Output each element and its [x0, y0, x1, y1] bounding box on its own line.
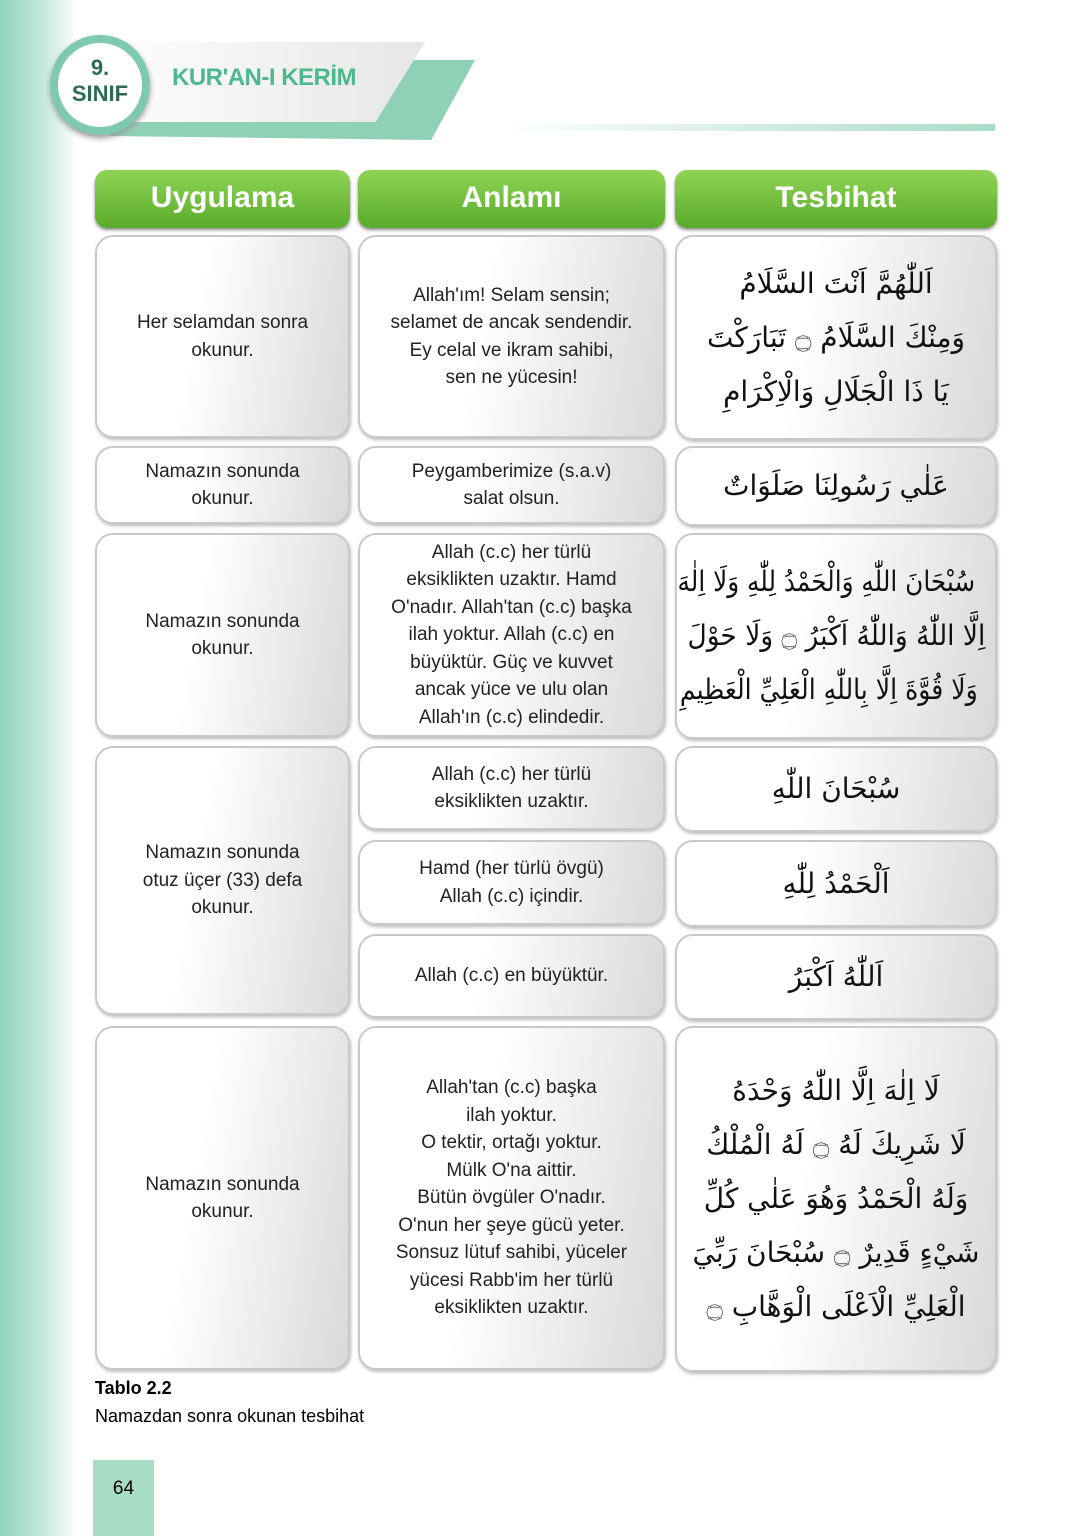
tesbihat-cell [675, 840, 997, 927]
cell-line: otuz üçer (33) defa [142, 869, 303, 891]
cell-line: eksiklikten uzaktır. [434, 791, 589, 812]
uygulama-cell [95, 1026, 350, 1370]
cell-line: وَلَا قُوَّةَ اِلَّا بِاللّٰهِ الْعَلِيِّ الْعَظِيمِ [680, 673, 979, 706]
cell-line: اَللّٰهُمَّ اَنْتَ السَّلَامُ [739, 266, 933, 300]
tesbihat-cell [675, 446, 997, 526]
cell-line: Allah (c.c) her türlü [431, 541, 592, 563]
cell-line: ilah yoktur. Allah (c.c) en [408, 624, 615, 646]
cell-line: وَلَهُ الْحَمْدُ وَهُوَ عَلٰي كُلِّ [703, 1182, 969, 1215]
anlami-cell [358, 1026, 665, 1370]
cell-line: اَللّٰهُ اَكْبَرُ [788, 960, 884, 993]
cell-line: ancak yüce ve ulu olan [414, 679, 609, 701]
cell-line: Mülk O'na aittir. [446, 1159, 577, 1181]
grade-number: 9. [90, 55, 110, 80]
anlami-cell [358, 840, 665, 925]
cell-line: Hamd (her türlü övgü) [419, 858, 604, 879]
cell-line: لَا شَرِيكَ لَهُ ۝ لَهُ الْمُلْكُ [706, 1128, 966, 1161]
cell-line: اِلَّا اللّٰهُ وَاللّٰهُ اَكْبَرُ ۝ وَلَا حَوْلَ [687, 619, 985, 652]
cell-line: سُبْحَانَ اللّٰهِ وَالْحَمْدُ لِلّٰهِ وَلَا اِلٰهَ [677, 565, 976, 598]
anlami-cell [358, 746, 665, 830]
cell-line: Allah (c.c) her türlü [431, 763, 592, 785]
cell-line: Ey celal ve ikram sahibi, [409, 339, 614, 361]
cell-line: salat olsun. [463, 488, 560, 509]
cell-line: Her selamdan sonra [136, 312, 309, 333]
cell-line: Allah'tan (c.c) başka [426, 1077, 597, 1099]
column-header-tesbihat: Tesbihat [675, 170, 997, 228]
cell-line: الْعَلِيِّ الْاَعْلَى الْوَهَّابِ ۝ [706, 1290, 966, 1323]
tesbihat-cell [675, 746, 997, 832]
cell-line: yücesi Rabb'im her türlü [409, 1269, 614, 1291]
anlami-cell [358, 934, 665, 1018]
header-rule [500, 124, 995, 131]
cell-line: Sonsuz lütuf sahibi, yüceler [395, 1242, 628, 1264]
cell-line: Namazın sonunda [145, 460, 300, 482]
tesbihat-cell [675, 1026, 997, 1372]
uygulama-cell [95, 746, 350, 1015]
cell-line: وَمِنْكَ السَّلَامُ ۝ تَبَارَكْتَ [706, 320, 966, 354]
cell-line: selamet de ancak sendendir. [390, 312, 633, 333]
tesbihat-cell [675, 235, 997, 440]
cell-line: sen ne yücesin! [445, 367, 578, 388]
cell-line: سُبْحَانَ اللّٰهِ [771, 772, 901, 805]
cell-line: يَا ذَا الْجَلَالِ وَالْاِكْرَامِ [723, 374, 949, 408]
grade-badge [50, 35, 150, 135]
cell-line: Namazın sonunda [145, 610, 300, 632]
tesbihat-cell [675, 934, 997, 1020]
cell-line: O'nadır. Allah'tan (c.c) başka [391, 596, 632, 618]
tesbihat-cell [675, 533, 997, 739]
column-header-anlami: Anlamı [358, 170, 665, 228]
uygulama-cell [95, 446, 350, 524]
cell-line: عَلٰي رَسُولِنَا صَلَوَاتٌ [723, 469, 949, 502]
anlami-cell [358, 235, 665, 438]
cell-line: eksiklikten uzaktır. Hamd [406, 569, 617, 591]
anlami-cell [358, 446, 665, 524]
cell-line: شَيْءٍ قَدِيرٌ ۝ سُبْحَانَ رَبِّيَ [692, 1236, 980, 1269]
cell-line: okunur. [191, 897, 254, 919]
cell-line: okunur. [191, 638, 254, 659]
uygulama-cell [95, 235, 350, 438]
page-number: 64 [93, 1460, 154, 1536]
column-header-uygulama: Uygulama [95, 170, 350, 228]
cell-line: O'nun her şeye gücü yeter. [398, 1214, 625, 1236]
table-caption: Namazdan sonra okunan tesbihat [95, 1406, 365, 1426]
side-strip [0, 0, 78, 1536]
cell-line: Namazın sonunda [145, 1173, 300, 1195]
cell-line: okunur. [191, 339, 254, 361]
grade-label: SINIF [71, 81, 129, 106]
cell-line: Allah'ın (c.c) elindedir. [418, 706, 605, 728]
cell-line: Namazın sonunda [145, 842, 300, 864]
cell-line: اَلْحَمْدُ لِلّٰهِ [782, 866, 890, 900]
anlami-cell [358, 533, 665, 737]
cell-line: okunur. [191, 1201, 254, 1222]
table-caption-label: Tablo 2.2 [95, 1378, 172, 1398]
cell-line: eksiklikten uzaktır. [434, 1297, 589, 1319]
cell-line: Allah'ım! Selam sensin; [413, 284, 610, 306]
cell-line: Bütün övgüler O'nadır. [417, 1187, 606, 1209]
cell-line: büyüktür. Güç ve kuvvet [410, 651, 613, 673]
cell-line: okunur. [191, 488, 254, 509]
cell-line: O tektir, ortağı yoktur. [421, 1132, 602, 1154]
cell-line: Allah (c.c) en büyüktür. [414, 965, 609, 987]
cell-line: ilah yoktur. [466, 1104, 557, 1126]
cell-line: Allah (c.c) içindir. [439, 885, 584, 907]
course-title: KUR'AN-I KERİM [172, 64, 357, 91]
cell-line: لَا اِلٰهَ اِلَّا اللّٰهُ وَحْدَهُ [732, 1074, 940, 1107]
uygulama-cell [95, 533, 350, 737]
cell-line: Peygamberimize (s.a.v) [411, 460, 612, 482]
